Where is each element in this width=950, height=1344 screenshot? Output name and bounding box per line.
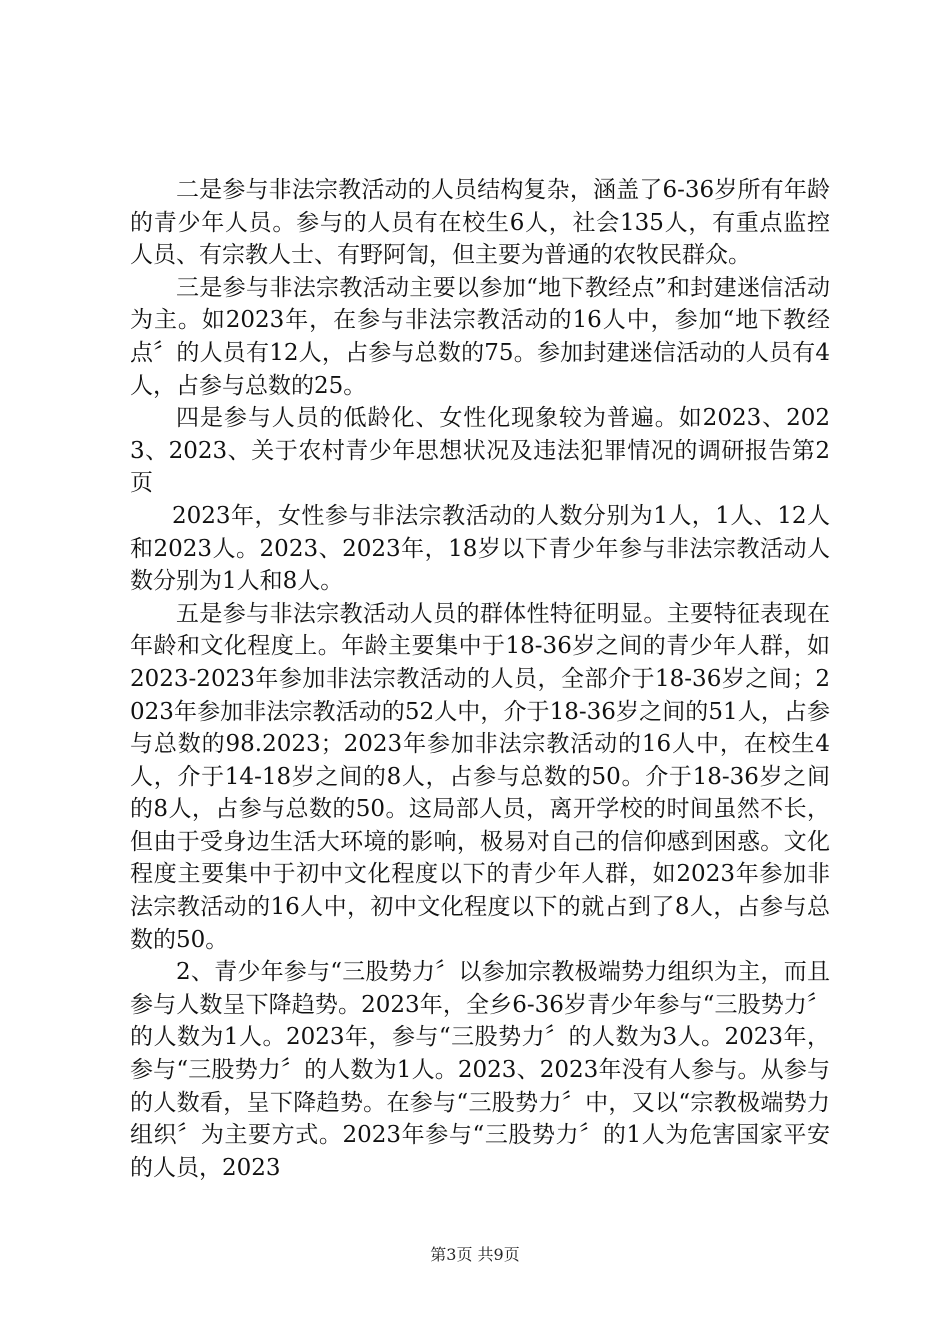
paragraph-structure: 二是参与非法宗教活动的人员结构复杂，涵盖了6-36岁所有年龄的青少年人员。参与的人员有在校生6人，社会135人，有重点监控人员、有宗教人士、有野阿訇，但主要为普通的农牧民群众。 xyxy=(130,177,830,269)
page-number-footer: 第3页 共9页 xyxy=(430,1245,520,1264)
paragraph-group-features: 五是参与非法宗教活动人员的群体性特征明显。主要特征表现在年龄和文化程度上。年龄主要集中于18-36岁之间的青少年人群，如2023-2023年参加非法宗教活动的人员，全部介于18-36岁之间；2023年参加非法宗教活动的52人中，介于18-36岁之间的51人，占参与总数的98.2023；2023年参加非法宗教活动的16人中，在校生4人，介于14-18岁之间的8人，占参与总数的50。介于18-36岁之间的8人，占参与总数的50。这局部人员，离开学校的时间虽然不长，但由于受身边生活大环境的影响，极易对自己的信仰感到困惑。文化程度主要集中于初中文化程度以下的青少年人群，如2023年参加非法宗教活动的16人中，初中文化程度以下的就占到了8人，占参与总数的50。 xyxy=(130,600,830,953)
paragraph-age-gender: 四是参与人员的低龄化、女性化现象较为普遍。如2023、2023、2023、关于农村青少年思想状况及违法犯罪情况的调研报告第2页 xyxy=(130,405,830,497)
document-body xyxy=(130,174,830,1184)
paragraph-three-forces: 2、青少年参与“三股势力〞以参加宗教极端势力组织为主，而且参与人数呈下降趋势。2023年，全乡6-36岁青少年参与“三股势力〞的人数为1人。2023年，参与“三股势力〞的人数为3人。2023年，参与“三股势力〞的人数为1人。2023、2023年没有人参与。从参与的人数看，呈下降趋势。在参与“三股势力〞中，又以“宗教极端势力组织〞为主要方式。2023年参与“三股势力〞的1人为危害国家平安的人员，2023 xyxy=(130,959,830,1181)
paragraph-activity-type: 三是参与非法宗教活动主要以参加“地下教经点”和封建迷信活动为主。如2023年，在参与非法宗教活动的16人中，参加“地下教经点〞的人员有12人，占参与总数的75。参加封建迷信活动的人员有4人，占参与总数的25。 xyxy=(130,274,830,399)
paragraph-female-count: 2023年，女性参与非法宗教活动的人数分别为1人，1人、12人和2023人。2023、2023年，18岁以下青少年参与非法宗教活动人数分别为1人和8人。 xyxy=(130,502,830,595)
